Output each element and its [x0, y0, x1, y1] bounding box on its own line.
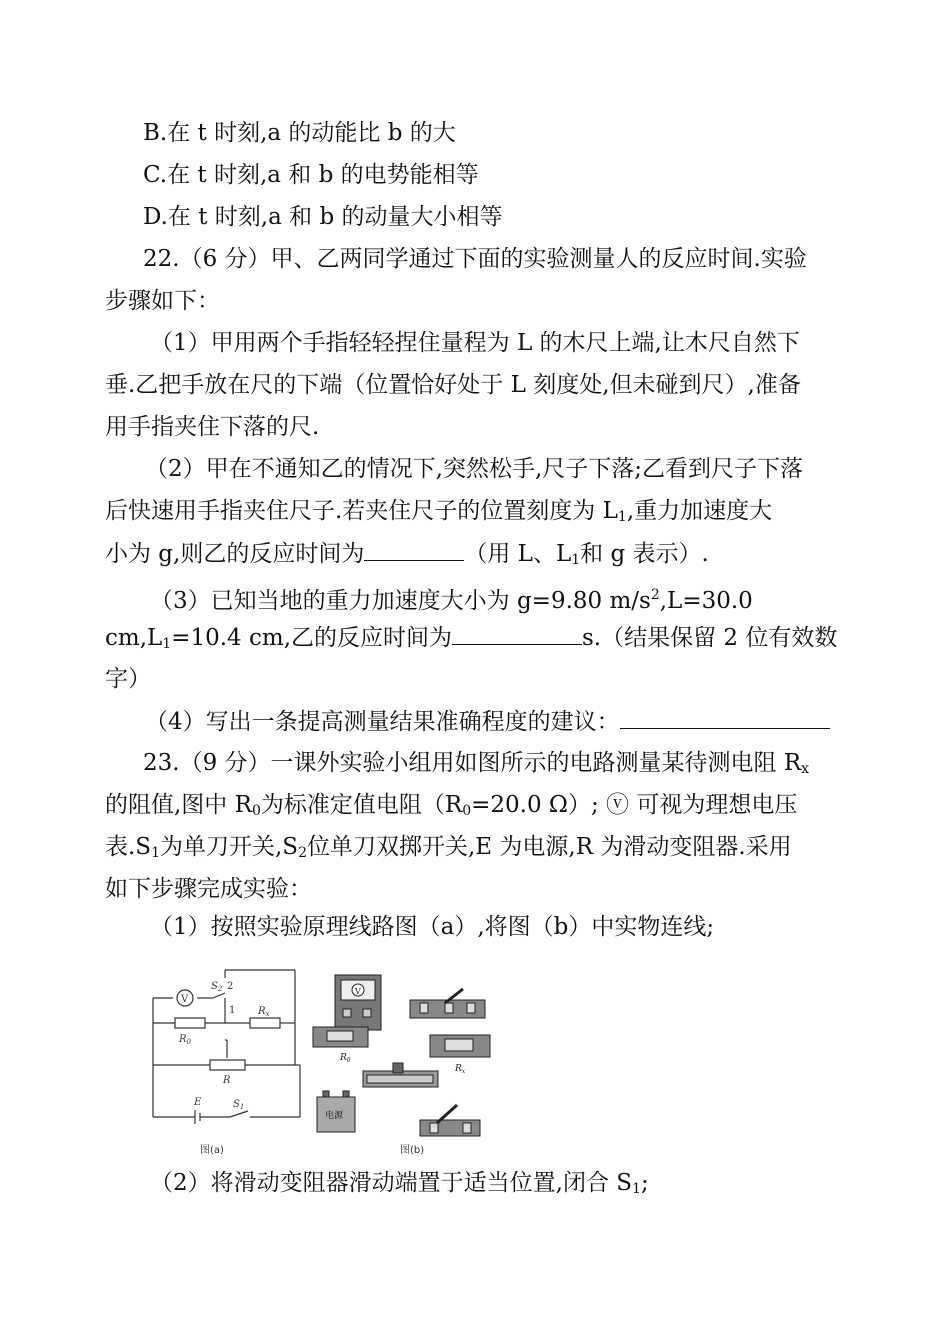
q22-step2-text: ,重力加速度大: [626, 498, 773, 524]
battery-source-label: 电源: [325, 1111, 344, 1121]
answer-blank-reaction-time[interactable]: [452, 622, 582, 645]
resistor-rx-icon: [430, 1035, 490, 1057]
q22-step4-text: （4）写出一条提高测量结果准确程度的建议：: [145, 709, 620, 735]
rx-label: $R_x$: [258, 1006, 270, 1018]
q22-step3-text: （3）已知当地的重力加速度大小为 g=9.80 m/s: [150, 588, 651, 614]
subscript: 1: [617, 509, 627, 525]
circuit-diagram-a-labels: [178, 981, 270, 1156]
option-d: D.在 t 时刻,a 和 b 的动量大小相等: [143, 204, 503, 230]
resistor-r0-icon: [313, 1027, 368, 1047]
q22-step1-line1: （1）甲用两个手指轻轻捏住量程为 L 的木尺上端,让木尺自然下: [150, 330, 800, 356]
superscript: 2: [650, 587, 660, 603]
q23-line3: [105, 832, 792, 868]
q23-step2-text: （2）将滑动变阻器滑动端置于适当位置,闭合 S: [150, 1170, 633, 1196]
voltmeter-label: V: [181, 994, 189, 1005]
subscript: 0: [462, 803, 472, 819]
photo-diagram-b: [313, 975, 490, 1156]
q23-step2: [150, 1168, 649, 1204]
q22-step2-line2: [105, 496, 772, 532]
s2-contact-2: 2: [227, 981, 234, 992]
answer-blank-reaction-formula[interactable]: [364, 538, 464, 561]
s2-contact-1: 1: [229, 1005, 236, 1016]
rheostat-icon: [363, 1063, 438, 1087]
q22-step1-line3: 用手指夹住下落的尺.: [105, 414, 320, 440]
q22-step3-text: =10.4 cm,乙的反应时间为: [171, 625, 452, 651]
q22-step3-text: s.（结果保留 2 位有效数: [582, 625, 838, 651]
q22-step3-line1: [150, 580, 753, 616]
q22-step2-line1: （2）甲在不通知乙的情况下,突然松手,尺子下落;乙看到尺子下落: [145, 456, 804, 482]
option-c: C.在 t 时刻,a 和 b 的电势能相等: [143, 162, 479, 188]
circuit-diagram-a: [153, 970, 300, 1124]
q23-text: 表.S: [105, 834, 152, 860]
s2-label: $S_2$: [211, 981, 223, 993]
switch-s2-icon: [410, 989, 485, 1018]
subscript: 1: [151, 845, 160, 861]
caption-b: 图(b): [400, 1145, 425, 1156]
subscript: 1: [162, 636, 172, 652]
q23-line1: [143, 748, 809, 784]
q23-text: 23.（9 分）一课外实验小组用如图所示的电路测量某待测电阻 R: [143, 750, 802, 776]
q22-step3-line2: [105, 622, 837, 659]
photo-r0-label: $R_0$: [340, 1053, 351, 1064]
q23-text: 的阻值,图中 R: [105, 792, 252, 818]
q22-step3-line3: 字）: [105, 666, 151, 692]
subscript: 0: [251, 803, 261, 819]
s1-label: $S_1$: [233, 1099, 245, 1111]
q22-step3-text: ,L=30.0: [659, 588, 753, 614]
subscript: 1: [632, 1181, 641, 1197]
battery-label: E: [194, 1097, 202, 1108]
q22-step4: [145, 706, 830, 737]
q22-heading-cont: 步骤如下：: [105, 288, 220, 314]
r0-label: $R_0$: [179, 1034, 191, 1046]
q23-text: 为标准定值电阻（R: [260, 792, 463, 818]
switch-s1-icon: [420, 1105, 480, 1136]
q22-step2-text: 和 g 表示）.: [580, 541, 709, 567]
voltmeter-icon: [335, 975, 381, 1030]
q23-text: =20.0 Ω）; ⓥ 可视为理想电压: [471, 792, 798, 818]
q23-step1: （1）按照实验原理线路图（a）,将图（b）中实物连线;: [150, 914, 715, 940]
q22-step2-text: 小为 g,则乙的反应时间为: [105, 541, 365, 567]
q22-step2-line3: [105, 538, 709, 575]
rheostat-label: R: [223, 1075, 231, 1086]
caption-a: 图(a): [200, 1145, 224, 1156]
q23-line4: 如下步骤完成实验：: [105, 876, 312, 902]
q23-text: 为单刀开关,S: [160, 834, 299, 860]
subscript: 2: [298, 845, 307, 861]
q23-line2: [105, 790, 797, 826]
q22-step2-text: 后快速用手指夹住尺子.若夹住尺子的位置刻度为 L: [105, 498, 618, 524]
circuit-figure: [145, 965, 515, 1160]
photo-rx-label: $R_x$: [455, 1064, 466, 1075]
voltmeter-dial-label: V: [355, 987, 361, 996]
q22-step1-line2: 垂.乙把手放在尺的下端（位置恰好处于 L 刻度处,但未碰到尺）,准备: [105, 372, 801, 398]
option-b: B.在 t 时刻,a 的动能比 b 的大: [143, 120, 456, 146]
subscript: 1: [571, 552, 581, 568]
q22-step2-text: （用 L、L: [464, 541, 572, 567]
subscript: x: [801, 761, 810, 777]
answer-blank-suggestion[interactable]: [620, 706, 830, 729]
q22-heading: 22.（6 分）甲、乙两同学通过下面的实验测量人的反应时间.实验: [143, 246, 807, 272]
q23-step2-text: ;: [640, 1170, 649, 1196]
q22-step3-text: cm,L: [105, 625, 163, 651]
q23-text: 位单刀双掷开关,E 为电源,R 为滑动变阻器.采用: [307, 834, 792, 860]
